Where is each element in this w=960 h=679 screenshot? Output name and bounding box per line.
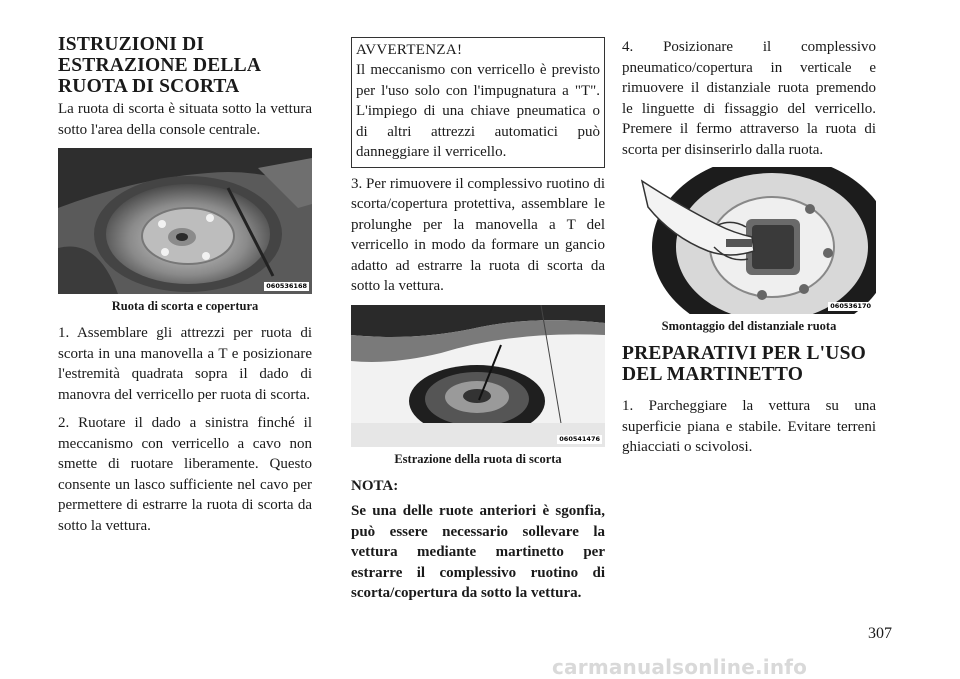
column-right	[622, 37, 876, 458]
figure-spare-wheel-cover	[58, 148, 312, 294]
intro-paragraph: La ruota di scorta è situata sotto la vettura sotto l'area della console centrale.	[58, 101, 312, 138]
heading-line: RUOTA DI SCORTA	[58, 76, 240, 97]
warning-box	[351, 37, 605, 168]
heading-line: ISTRUZIONI DI	[58, 34, 205, 55]
heading-line: PREPARATIVI PER L'USO	[622, 343, 866, 364]
figure-caption: Ruota di scorta e copertura	[111, 299, 259, 313]
column-left	[58, 34, 312, 536]
column-middle	[351, 33, 605, 604]
warning-text: Il meccanismo con verricello è previsto per l'uso solo con l'impugnatura a "T". L'impiego di una chiave pneumatica o di altri attrezzi automatici può danneggiare il verricello.	[356, 62, 600, 160]
figure-spare-wheel-extraction	[351, 305, 605, 447]
page-number: 307	[868, 625, 892, 642]
figure-id-label: 060536170	[830, 302, 871, 310]
figure-caption: Estrazione della ruota di scorta	[394, 451, 562, 466]
hand-removing-spacer-photo	[622, 167, 876, 314]
heading-line: ESTRAZIONE DELLA	[58, 55, 262, 76]
step-2-paragraph: 2. Ruotare il dado a sinistra finché il meccanismo con verricello a cavo non smette di ruotare liberamente. Questo consente un lasco sufficiente nel cavo per permettere di estrarre la ruota di scorta da sotto la vettura.	[58, 415, 312, 534]
figure-spacer-removal	[622, 167, 876, 314]
heading-line: DEL MARTINETTO	[622, 364, 804, 385]
jack-step-1-paragraph: 1. Parcheggiare la vettura su una superficie piana e stabile. Evitare terreni ghiacciati o scivolosi.	[622, 398, 876, 455]
warning-title: AVVERTENZA!	[356, 42, 463, 58]
figure-id-label: 060536168	[266, 282, 307, 290]
section-heading-spare-removal	[58, 34, 312, 97]
note-text: Se una delle ruote anteriori è sgonfia, può essere necessario sollevare la vettura mediante martinetto per estrarre il complessivo ruotino di scorta/copertura da sotto la vettura.	[351, 503, 605, 601]
spare-wheel-lowered-photo	[351, 305, 605, 447]
step-3-paragraph: 3. Per rimuovere il complessivo ruotino di scorta/copertura protettiva, assemblare le prolunghe per la manovella a T del verricello in modo da formare un gancio adatto ad estrarre la ruota di scorta da sotto la vettura.	[351, 175, 605, 294]
note-title: NOTA:	[351, 477, 399, 494]
figure-caption: Smontaggio del distanziale ruota	[661, 319, 837, 333]
watermark-text: carmanualsonline.info	[552, 655, 808, 679]
figure-id-label: 060541476	[559, 434, 600, 443]
spare-wheel-under-vehicle-photo	[58, 148, 312, 294]
step-1-paragraph: 1. Assemblare gli attrezzi per ruota di scorta in una manovella a T e posizionare l'estremità quadrata sopra il dado di manovra del verricello per ruota di scorta.	[58, 325, 312, 403]
step-4-paragraph: 4. Posizionare il complessivo pneumatico/copertura in verticale e rimuovere il distanziale ruota premendo le linguette di fissaggio del verricello. Premere il fermo attraverso la ruota di scorta per disinserirlo dalla ruota.	[622, 39, 876, 158]
section-heading-jack-prep	[622, 343, 876, 385]
